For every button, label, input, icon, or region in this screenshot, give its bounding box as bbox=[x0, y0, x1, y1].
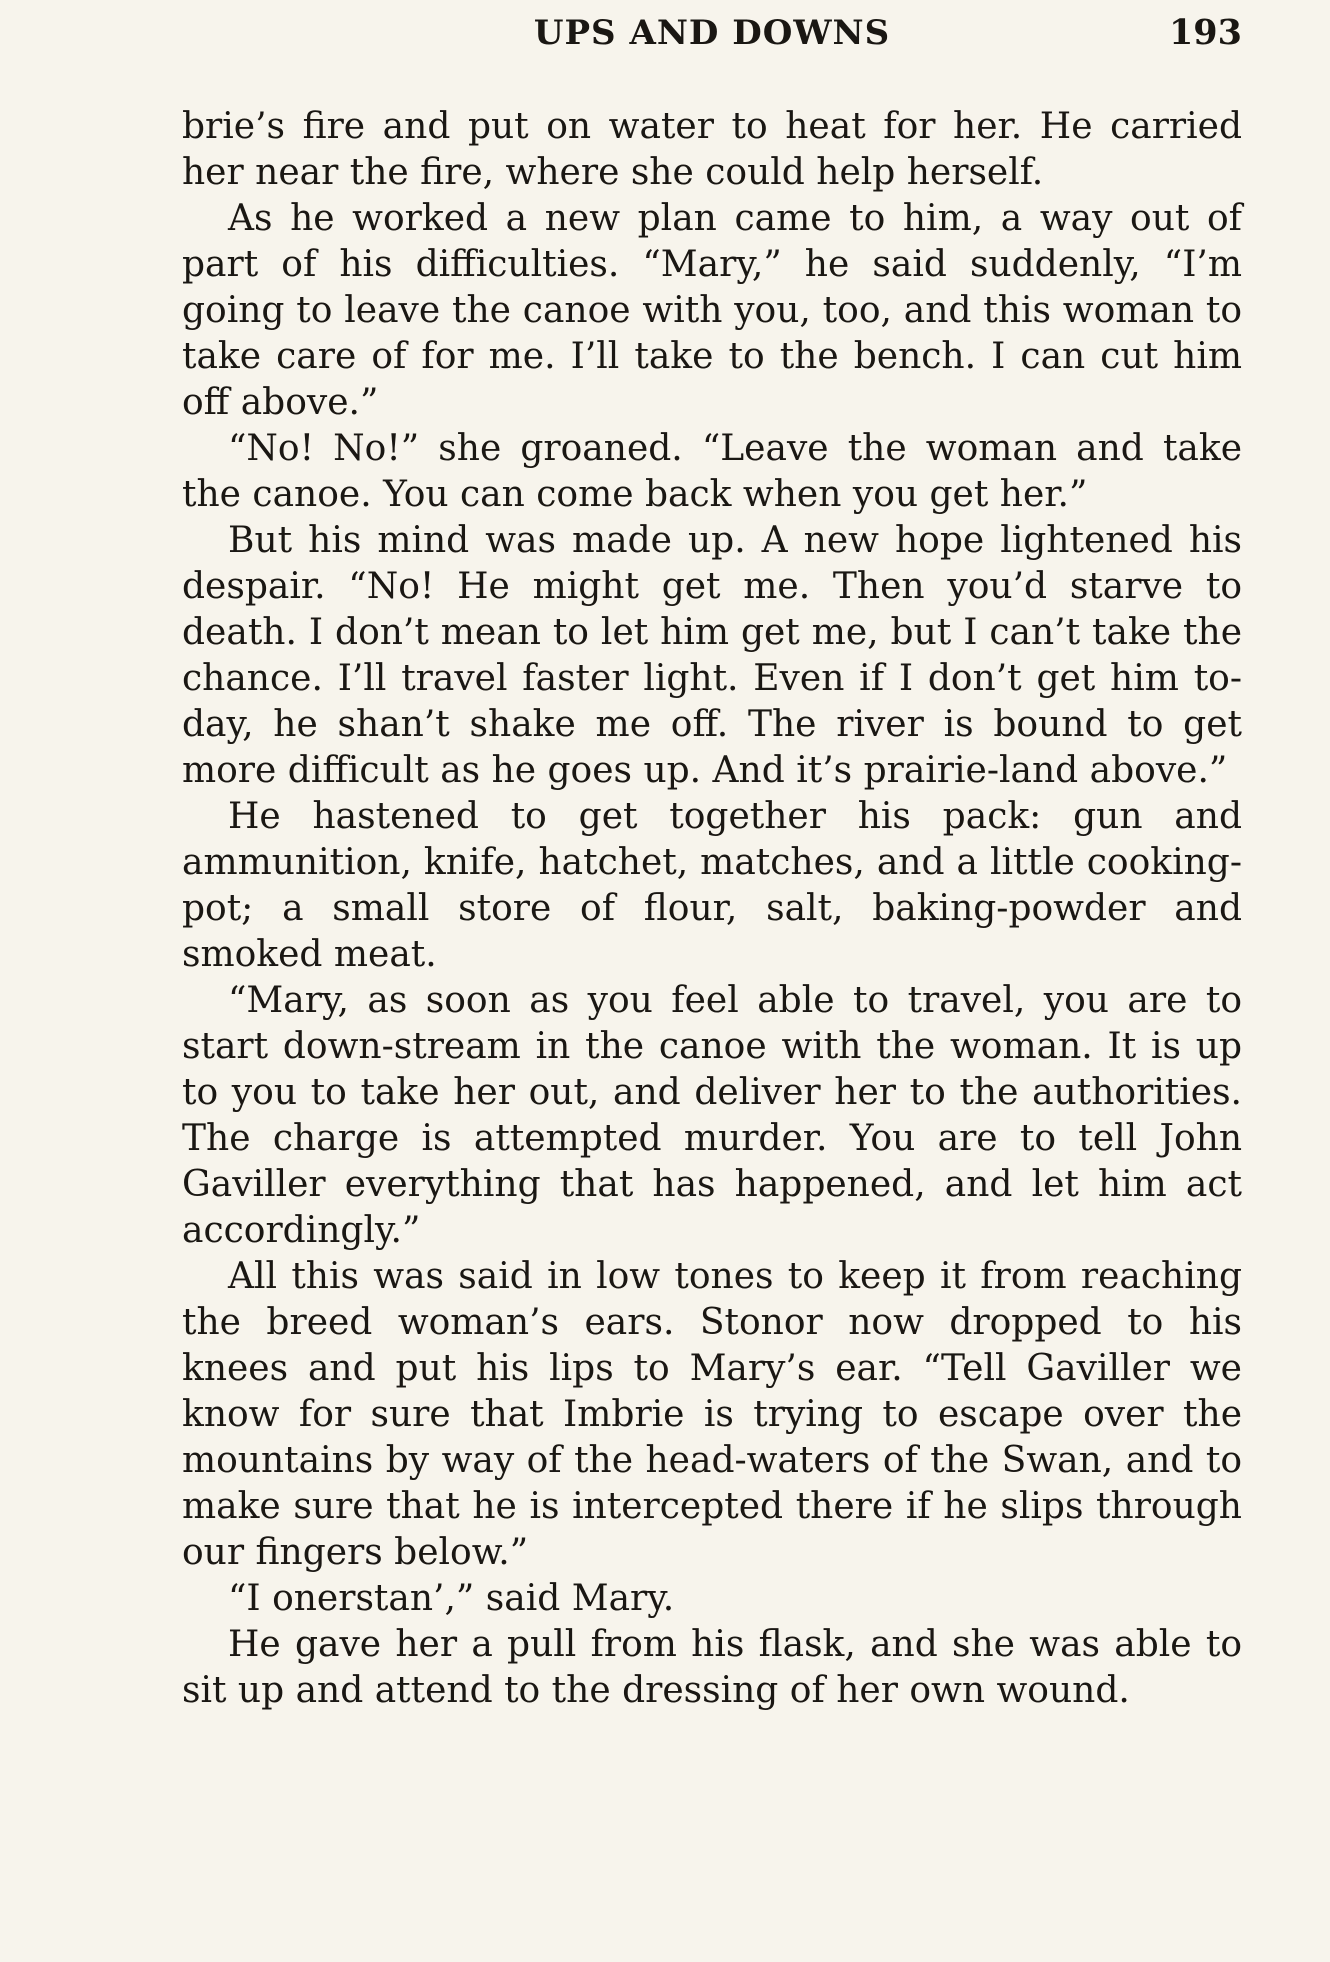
paragraph-9: He gave her a pull from his flask, and she was able to sit up and attend to the dressing of her own wound. bbox=[182, 1624, 1242, 1711]
paragraph-4: But his mind was made up. A new hope lightened his despair. “No! He might get me. Then you’d starve to death. I don’t mean to let him get me, but I can’t take the chance. I’ll travel faster light. Even if I don’t get him to-day, he shan’t shake me off. The river is bound to get more difficult as he goes up. And it’s prairie-land above.” bbox=[182, 520, 1242, 791]
paragraph-7: All this was said in low tones to keep it from reaching the breed woman’s ears. Stonor now dropped to his knees and put his lips to Mary’s ear. “Tell Gaviller we know for sure that Imbrie is trying to escape over the mountains by way of the head-waters of the Swan, and to make sure that he is intercepted there if he slips through our fingers below.” bbox=[182, 1256, 1242, 1573]
page-number: 193 bbox=[1168, 12, 1242, 53]
paragraph-1: brie’s fire and put on water to heat for her. He carried her near the fire, where she could help herself. bbox=[182, 106, 1242, 193]
paragraph-2: As he worked a new plan came to him, a way out of part of his difficulties. “Mary,” he said suddenly, “I’m going to leave the canoe with you, too, and this woman to take care of for me. I’ll take to the bench. I can cut him off above.” bbox=[182, 198, 1242, 423]
running-title: UPS AND DOWNS bbox=[533, 13, 891, 53]
paragraph-8: “I onerstan’,” said Mary. bbox=[228, 1578, 675, 1619]
paragraph-5: He hastened to get together his pack: gun and ammunition, knife, hatchet, matches, and a little cooking-pot; a small store of flour, salt, baking-powder and smoked meat. bbox=[182, 796, 1242, 975]
body-text bbox=[182, 104, 1242, 1714]
paragraph-6: “Mary, as soon as you feel able to travel, you are to start down-stream in the canoe with the woman. It is up to you to take her out, and deliver her to the authorities. The charge is attempted murder. You are to tell John Gaviller everything that has happened, and let him act accordingly.” bbox=[182, 980, 1242, 1251]
running-head bbox=[182, 10, 1242, 56]
paragraph-3: “No! No!” she groaned. “Leave the woman and take the canoe. You can come back when you get her.” bbox=[182, 428, 1242, 515]
